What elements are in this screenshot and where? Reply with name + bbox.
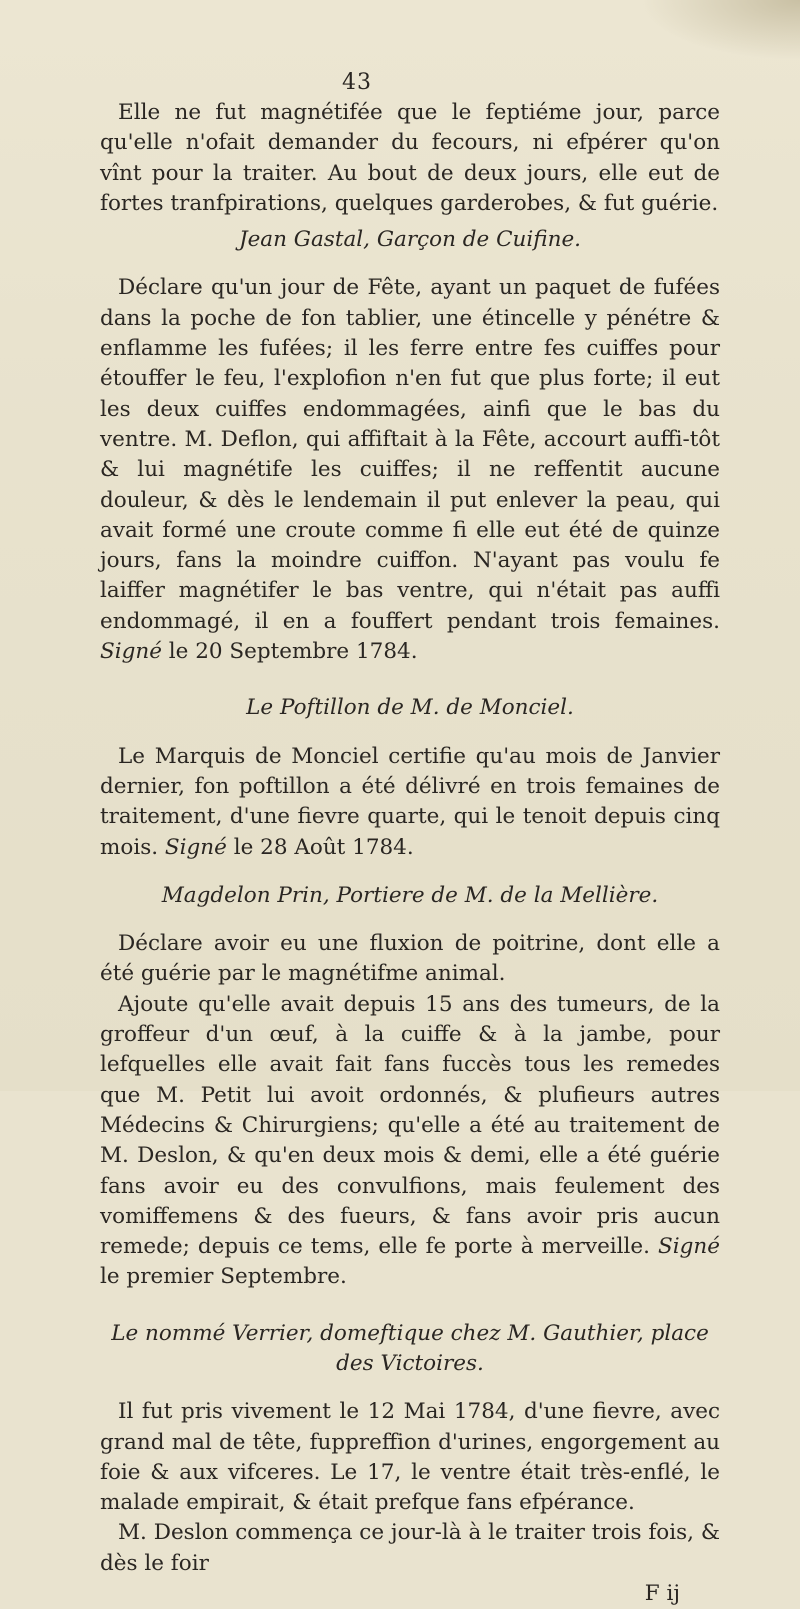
paragraph-gastal-date: le 20 Septembre 1784.	[168, 639, 418, 665]
heading-verrier: Le nommé Verrier, domeftique chez M. Gauthier, place des Victoires.	[111, 1320, 709, 1376]
paragraph-postillon-body: Le Marquis de Monciel certifie qu'au mois de Janvier dernier, fon poftillon a été délivré en trois femaines de traitement, d'une fievre quarte, qui le tenoit depuis cinq mois.	[100, 743, 720, 860]
paragraph-deslon: M. Deslon commença ce jour-là à le traiter trois fois, & dès le foir	[100, 1520, 720, 1576]
paragraph-gastal	[100, 273, 720, 667]
page-number: 43	[342, 70, 372, 95]
paragraph-postillon-signed: Signé	[164, 834, 227, 860]
paragraph-gastal-signed: Signé	[100, 639, 162, 665]
paragraph-prin-ajoute-body: Ajoute qu'elle avait depuis 15 ans des tumeurs, de la groffeur d'un œuf, à la cuiffe & à la jambe, pour lefquelles elle avait fait fans fuccès tous les remedes que M. Petit lui avoit ordonnés, & plufieurs autres Médecins & Chirurgiens; qu'elle a été au traitement de M. Deslon, & qu'en deux mois & demi, elle a été guérie fans avoir eu des convulfions, mais feulement des vomiffemens & des fueurs, & fans avoir pris aucun remede; depuis ce tems, elle fe porte à merveille.	[100, 991, 720, 1260]
heading-jean-gastal: Jean Gastal, Garçon de Cuifine.	[238, 227, 582, 253]
paragraph-gastal-body: Déclare qu'un jour de Fête, ayant un paquet de fufées dans la poche de fon tablier, une étincelle y pénétre & enflamme les fufées; il les ferre entre fes cuiffes pour étouffer le feu, l'explofion n'en fut que plus forte; il eut les deux cuiffes endommagées, ainfi que le bas du ventre. M. Deflon, qui affiftait à la Fête, accourt auffi-tôt & lui magnétife les cuiffes; il ne reffentit aucune douleur, & dès le lendemain il put enlever la peau, qui avait formé une croute comme fi elle eut été de quinze jours, fans la moindre cuiffon. N'ayant pas voulu fe laiffer magnétifer le bas ventre, qui n'était pas auffi endommagé, il en a fouffert pendant trois femaines.	[100, 275, 720, 634]
paragraph-postillon	[100, 742, 720, 863]
paragraph-verrier: Il fut pris vivement le 12 Mai 1784, d'une fievre, avec grand mal de tête, fuppreffion d'urines, engorgement au foie & aux vifceres. Le 17, le ventre était très-enflé, le malade empirait, & était prefque fans efpérance.	[100, 1399, 720, 1516]
paragraph-continuation: Elle ne fut magnétifée que le feptiéme jour, parce qu'elle n'ofait demander du fecours, ni efpérer qu'on vînt pour la traiter. Au bout de deux jours, elle eut de fortes tranfpirations, quelques garderobes, & fut guérie.	[100, 100, 720, 216]
paragraph-prin-declare: Déclare avoir eu une fluxion de poitrine, dont elle a été guérie par le magnétifme animal.	[100, 931, 720, 987]
heading-postillon: Le Poftillon de M. de Monciel.	[246, 695, 574, 721]
heading-magdelon-prin: Magdelon Prin, Portiere de M. de la Mellière.	[161, 882, 659, 908]
paragraph-prin-date: le premier Septembre.	[100, 1264, 347, 1290]
paragraph-postillon-date: le 28 Août 1784.	[233, 834, 414, 860]
paragraph-prin-signed: Signé	[658, 1234, 720, 1260]
paragraph-prin-ajoute	[100, 990, 720, 1293]
page-text	[100, 98, 720, 1609]
signature-mark: F ij	[644, 1581, 680, 1607]
